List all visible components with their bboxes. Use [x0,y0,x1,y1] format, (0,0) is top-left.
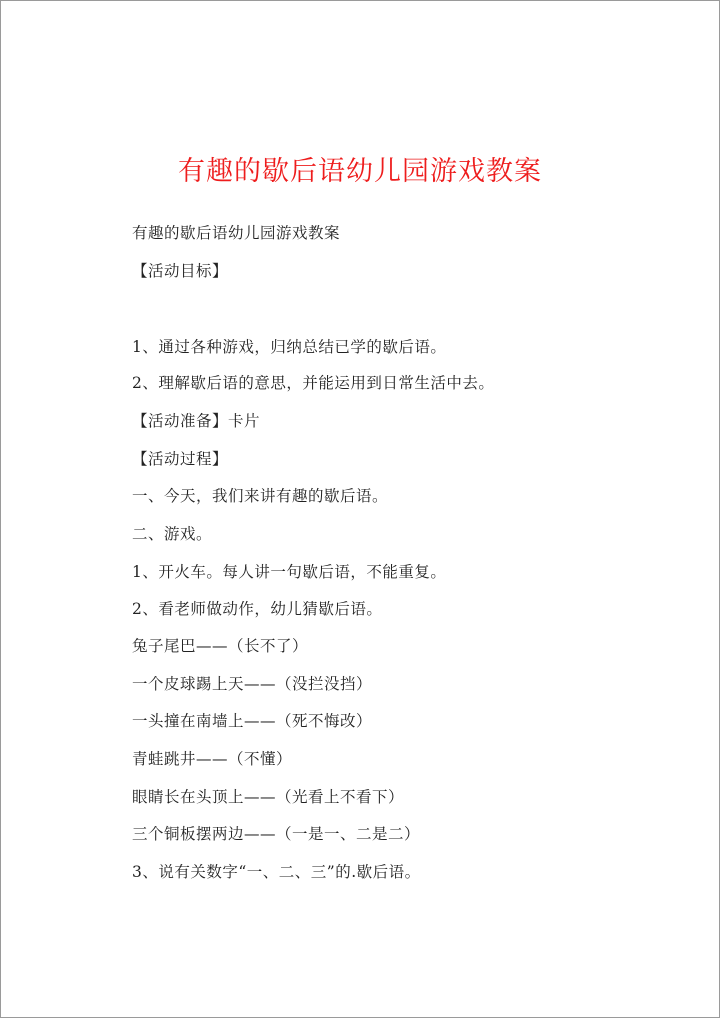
proverb-line: 一个皮球踢上天——（没拦没挡） [132,675,373,693]
subtitle-line: 有趣的歇后语幼儿园游戏教案 [132,224,341,242]
proverb-line: 青蛙跳井——（不懂） [132,750,293,768]
paragraph-line: 3、说有关数字“一、二、三”的.歇后语。 [132,863,421,881]
paragraph-line: 2、理解歇后语的意思，并能运用到日常生活中去。 [132,374,495,392]
paragraph-line: 1、开火车。每人讲一句歇后语，不能重复。 [132,563,447,581]
section-heading-goals: 【活动目标】 [132,262,229,280]
proverb-line: 一头撞在南墙上——（死不悔改） [132,712,373,730]
paragraph-line: 1、通过各种游戏，归纳总结已学的歇后语。 [132,338,447,356]
paragraph-line: 一、今天，我们来讲有趣的歇后语。 [132,487,389,505]
section-heading-preparation: 【活动准备】卡片 [132,412,261,430]
proverb-line: 眼睛长在头顶上——（光看上不看下） [132,788,405,806]
section-heading-process: 【活动过程】 [132,450,229,468]
paragraph-line: 2、看老师做动作，幼儿猜歇后语。 [132,600,383,618]
document-title: 有趣的歇后语幼儿园游戏教案 [178,156,542,187]
paragraph-line: 二、游戏。 [132,525,213,543]
proverb-line: 兔子尾巴——（长不了） [132,637,309,655]
proverb-line: 三个铜板摆两边——（一是一、二是二） [132,825,421,843]
